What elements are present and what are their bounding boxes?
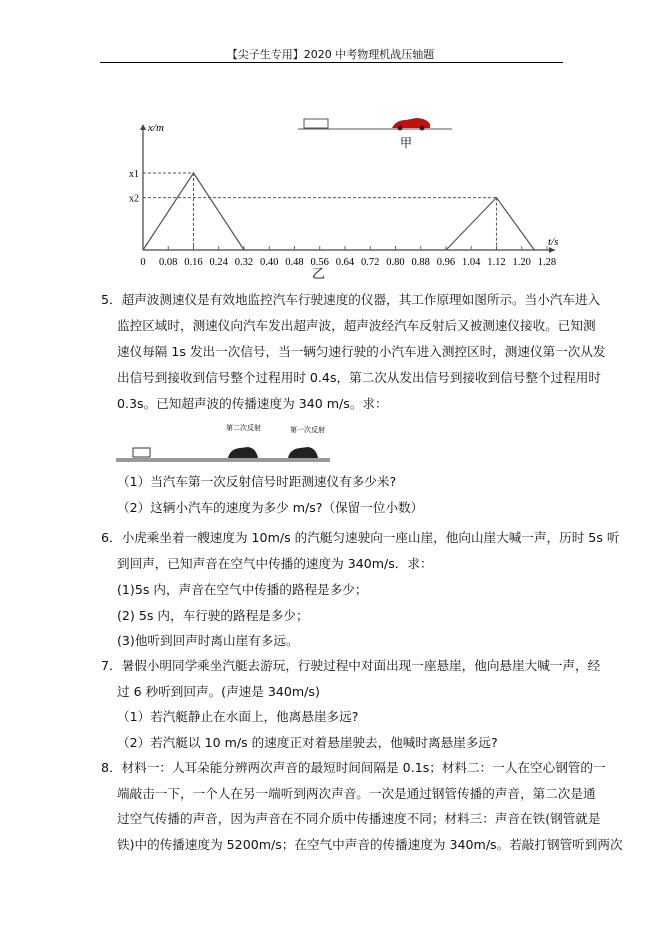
x-tick-label: 1.20: [512, 257, 531, 268]
question-line: 端敲击一下，一个人在另一端听到两次声音。一次是通过钢管传播的声音，第二次是通: [117, 786, 596, 801]
page-header: 【尖子生专用】2020 中考物理机战压轴题: [226, 48, 435, 61]
label-first-reflection: 第一次反射: [290, 426, 325, 434]
x-axis-label: t/s: [548, 236, 559, 248]
question-line: 0.3s。已知超声波的传播速度为 340 m/s。求：: [117, 396, 388, 411]
question-line: 铁)中的传播速度为 5200m/s；在空气中声音的传播速度为 340m/s。若敲打钢管听到两次: [117, 837, 623, 852]
pulse-line: [446, 198, 534, 250]
question-stem: 6．小虎乘坐着一艘速度为 10m/s 的汽艇匀速驶向一座山崖，他向山崖大喊一声，历时 5s 听: [101, 530, 620, 545]
y-tick-label: x2: [129, 193, 139, 205]
question-stem: 5．超声波测速仪是有效地监控汽车行驶速度的仪器，其工作原理如图所示。当小汽车进入: [101, 292, 601, 307]
sub-question: （1）当汽车第一次反射信号时距测速仪有多少米?: [117, 474, 397, 489]
x-axis-arrow: [140, 124, 146, 130]
y-tick-label: x1: [129, 169, 139, 180]
x-tick-label: 0.40: [260, 257, 279, 268]
x-tick-label: 0.56: [310, 257, 329, 268]
x-tick-label: 0.72: [361, 257, 380, 268]
x-tick-label: 1.28: [537, 257, 557, 268]
y-axis-label: x/m: [148, 122, 164, 134]
x-tick-label: 0.96: [436, 257, 456, 268]
question-line: 到回声，已知声音在空气中传播的速度为 340m/s．求：: [117, 556, 433, 571]
figure-jia: [298, 118, 452, 150]
question-line: （2）若汽艇以 10 m/s 的速度正对着悬崖驶去，他喊时离悬崖多远?: [117, 735, 498, 750]
question-line: (3)他听到回声时离山崖有多远。: [117, 633, 299, 648]
question-line: 过空气传播的声音，因为声音在不同介质中传播速度不同；材料三：声音在铁(钢管就是: [117, 811, 601, 826]
x-tick-label: 0.48: [285, 257, 304, 268]
x-tick-label: 1.04: [462, 257, 481, 268]
x-tick-label: 0.64: [335, 257, 355, 268]
label-yi: 乙: [312, 266, 326, 281]
question-line: (1)5s 内，声音在空气中传播的路程是多少；: [117, 582, 368, 597]
figure-graph: [0, 0, 661, 290]
sub-question: （2）这辆小汽车的速度为多少 m/s?（保留一位小数）: [117, 500, 424, 515]
question-stem: 7．暑假小明同学乘坐汽艇去游玩，行驶过程中对面出现一座悬崖，他向悬崖大喊一声，经: [101, 658, 601, 673]
label-jia: 甲: [400, 136, 413, 150]
question-line: 过 6 秒听到回声。(声速是 340m/s): [117, 684, 320, 699]
x-tick-label: 0: [140, 257, 146, 268]
x-tick-label: 0.24: [209, 257, 228, 268]
question-stem: 8．材料一：人耳朵能分辨两次声音的最短时间间隔是 0.1s；材料二：一人在空心钢管的一: [101, 760, 606, 775]
label-second-reflection: 第二次反射: [226, 424, 261, 432]
x-tick-label: 0.32: [234, 257, 254, 268]
x-tick-label: 0.16: [184, 257, 203, 268]
x-tick-label: 0.08: [159, 257, 178, 268]
x-tick-label: 1.12: [487, 257, 506, 268]
x-tick-label: 0.80: [386, 257, 405, 268]
question-line: (2) 5s 内，车行驶的路程是多少；: [117, 608, 309, 623]
question-line: （1）若汽艇静止在水面上，他离悬崖多远?: [117, 709, 359, 724]
x-tick-label: 0.88: [411, 257, 430, 268]
question-line: 速仪每隔 1s 发出一次信号，当一辆匀速行驶的小汽车进入测控区时，测速仪第一次从发: [117, 344, 606, 359]
question-line: 监控区域时，测速仪向汽车发出超声波，超声波经汽车反射后又被测速仪接收。已知测: [117, 318, 596, 333]
question-line: 出信号到接收到信号整个过程用时 0.4s，第二次从发出信号到接收到信号整个过程用时: [117, 370, 601, 385]
q5-diagram: [0, 418, 661, 488]
